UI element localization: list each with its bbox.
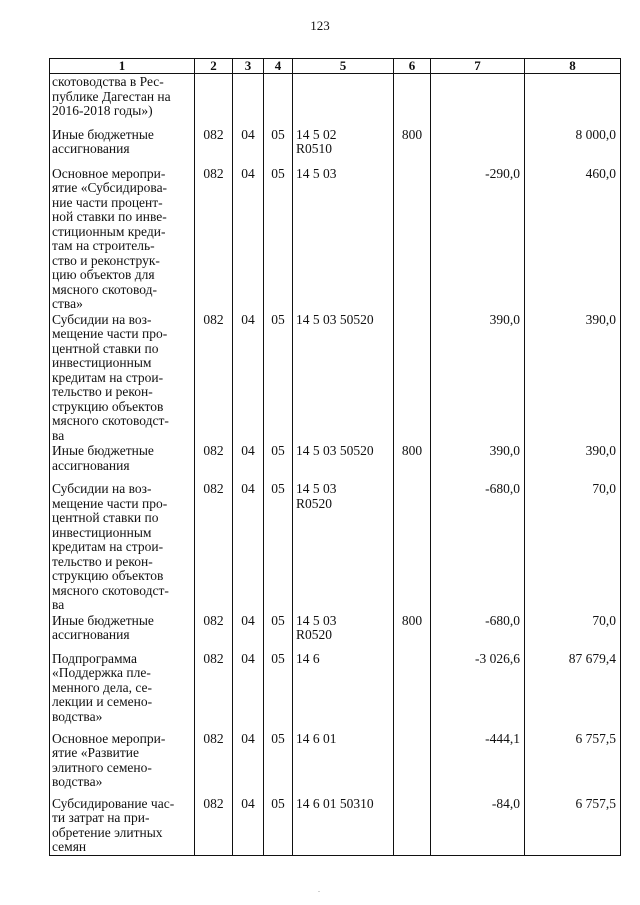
row-name-cell: Субсидии на воз- мещение части про- центной ставки по инвестиционным кредитам на строи- тельство и рекон- струкцию объектов мясного скотоводст- ва (50, 312, 195, 444)
row-expense-type-cell: 800 (394, 613, 431, 651)
row-name-cell: скотоводства в Рес- публике Дагестан на 2016-2018 годы») (50, 74, 195, 127)
row-change-amount-cell: -680,0 (431, 613, 525, 651)
row-subsection-cell: 05 (264, 731, 293, 796)
table-row (50, 796, 621, 856)
row-total-amount-cell: 6 757,5 (525, 796, 621, 856)
page-number: 123 (310, 18, 330, 33)
footer-mark: . (318, 885, 320, 894)
row-change-amount-cell (431, 74, 525, 127)
table-header-row (50, 59, 621, 74)
row-subsection-cell: 05 (264, 443, 293, 481)
header-cell: 5 (293, 59, 394, 74)
row-subsection-cell (264, 74, 293, 127)
row-subsection-cell: 05 (264, 166, 293, 312)
row-name-cell: Иные бюджетные ассигнования (50, 443, 195, 481)
row-subsection-cell: 05 (264, 127, 293, 166)
row-section-cell: 04 (233, 796, 264, 856)
header-cell: 6 (394, 59, 431, 74)
row-section-cell (233, 74, 264, 127)
row-admin-code-cell: 082 (195, 651, 233, 731)
row-change-amount-cell: 390,0 (431, 443, 525, 481)
row-subsection-cell: 05 (264, 796, 293, 856)
header-cell: 7 (431, 59, 525, 74)
row-expense-type-cell (394, 731, 431, 796)
row-expense-type-cell (394, 74, 431, 127)
row-section-cell: 04 (233, 613, 264, 651)
row-total-amount-cell (525, 74, 621, 127)
row-total-amount-cell: 70,0 (525, 613, 621, 651)
row-change-amount-cell: -290,0 (431, 166, 525, 312)
row-section-cell: 04 (233, 651, 264, 731)
row-change-amount-cell (431, 127, 525, 166)
row-subsection-cell: 05 (264, 651, 293, 731)
row-expense-type-cell (394, 481, 431, 613)
row-total-amount-cell: 6 757,5 (525, 731, 621, 796)
header-cell: 4 (264, 59, 293, 74)
row-target-article-cell: 14 6 01 50310 (293, 796, 394, 856)
row-section-cell: 04 (233, 443, 264, 481)
row-section-cell: 04 (233, 312, 264, 444)
row-expense-type-cell (394, 312, 431, 444)
row-name-cell: Иные бюджетные ассигнования (50, 613, 195, 651)
row-name-cell: Субсидии на воз- мещение части про- центной ставки по инвестиционным кредитам на строи- тельство и рекон- струкцию объектов мясного скотоводст- ва (50, 481, 195, 613)
row-target-article-cell: 14 5 03 50520 (293, 312, 394, 444)
row-change-amount-cell: -444,1 (431, 731, 525, 796)
row-admin-code-cell: 082 (195, 613, 233, 651)
header-cell: 8 (525, 59, 621, 74)
header-cell: 3 (233, 59, 264, 74)
row-expense-type-cell (394, 651, 431, 731)
row-change-amount-cell: -680,0 (431, 481, 525, 613)
table-row (50, 312, 621, 444)
row-target-article-cell (293, 74, 394, 127)
row-target-article-cell: 14 5 02 R0510 (293, 127, 394, 166)
row-subsection-cell: 05 (264, 613, 293, 651)
row-name-cell: Основное меропри- ятие «Развитие элитного семено- водства» (50, 731, 195, 796)
row-admin-code-cell: 082 (195, 481, 233, 613)
row-expense-type-cell: 800 (394, 443, 431, 481)
row-target-article-cell: 14 5 03 R0520 (293, 613, 394, 651)
row-admin-code-cell: 082 (195, 166, 233, 312)
row-target-article-cell: 14 6 01 (293, 731, 394, 796)
budget-table (49, 58, 621, 856)
row-expense-type-cell (394, 796, 431, 856)
table-row (50, 731, 621, 796)
row-target-article-cell: 14 5 03 50520 (293, 443, 394, 481)
row-total-amount-cell: 70,0 (525, 481, 621, 613)
row-section-cell: 04 (233, 731, 264, 796)
row-admin-code-cell: 082 (195, 312, 233, 444)
row-admin-code-cell: 082 (195, 443, 233, 481)
row-name-cell: Субсидирование час- ти затрат на при- обретение элитных семян (50, 796, 195, 856)
row-admin-code-cell: 082 (195, 127, 233, 166)
row-total-amount-cell: 390,0 (525, 443, 621, 481)
header-cell: 2 (195, 59, 233, 74)
row-total-amount-cell: 87 679,4 (525, 651, 621, 731)
row-total-amount-cell: 390,0 (525, 312, 621, 444)
row-name-cell: Основное меропри- ятие «Субсидирова- ние части процент- ной ставки по инве- стиционным креди- там на строитель- ство и реконструк- цию объектов для мясного скотовод- ства» (50, 166, 195, 312)
row-subsection-cell: 05 (264, 312, 293, 444)
row-target-article-cell: 14 5 03 (293, 166, 394, 312)
row-name-cell: Подпрограмма «Поддержка пле- менного дела, се- лекции и семено- водства» (50, 651, 195, 731)
header-cell: 1 (50, 59, 195, 74)
table-row (50, 481, 621, 613)
table-row (50, 127, 621, 166)
row-section-cell: 04 (233, 127, 264, 166)
row-target-article-cell: 14 6 (293, 651, 394, 731)
row-expense-type-cell (394, 166, 431, 312)
row-section-cell: 04 (233, 166, 264, 312)
row-total-amount-cell: 460,0 (525, 166, 621, 312)
table-row (50, 74, 621, 127)
row-total-amount-cell: 8 000,0 (525, 127, 621, 166)
row-admin-code-cell (195, 74, 233, 127)
row-target-article-cell: 14 5 03 R0520 (293, 481, 394, 613)
row-admin-code-cell: 082 (195, 731, 233, 796)
row-subsection-cell: 05 (264, 481, 293, 613)
row-section-cell: 04 (233, 481, 264, 613)
row-expense-type-cell: 800 (394, 127, 431, 166)
row-change-amount-cell: -84,0 (431, 796, 525, 856)
table-row (50, 166, 621, 312)
row-admin-code-cell: 082 (195, 796, 233, 856)
row-change-amount-cell: 390,0 (431, 312, 525, 444)
row-change-amount-cell: -3 026,6 (431, 651, 525, 731)
table-row (50, 443, 621, 481)
table-row (50, 651, 621, 731)
row-name-cell: Иные бюджетные ассигнования (50, 127, 195, 166)
table-body (50, 74, 621, 856)
table-row (50, 613, 621, 651)
